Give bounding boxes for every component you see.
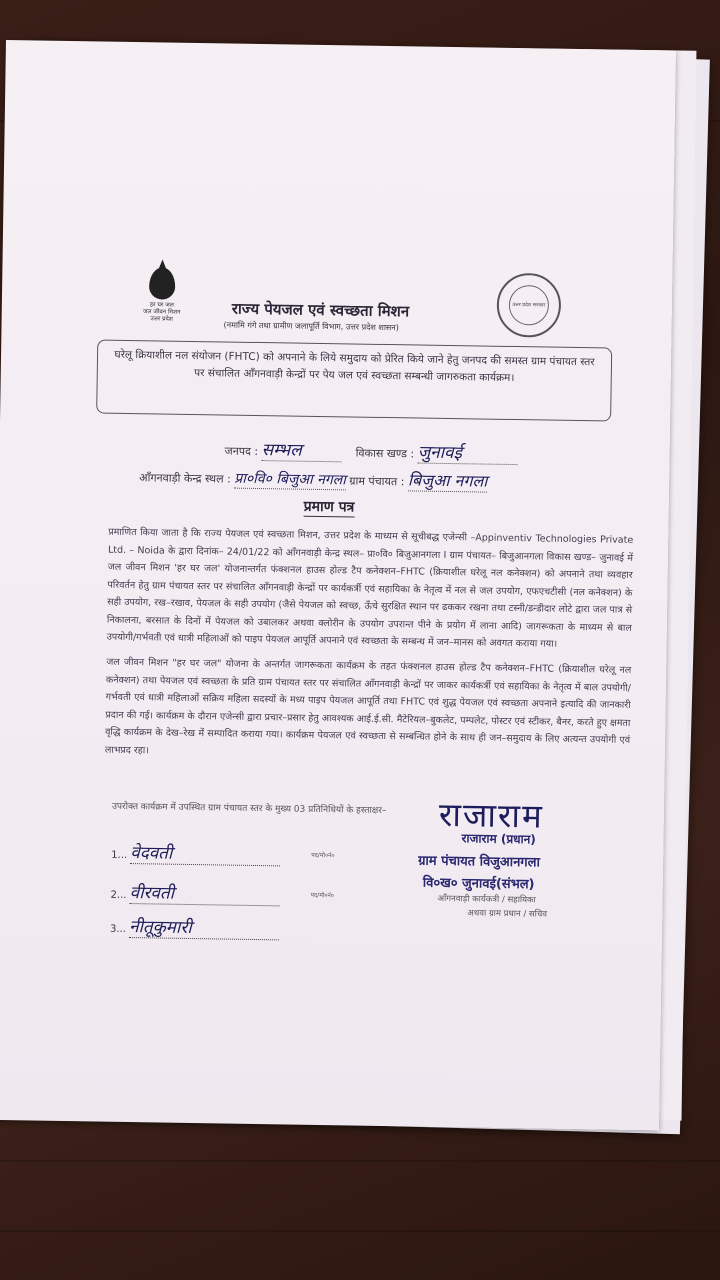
vikas-value: जुनावई — [417, 440, 517, 466]
mission-subtitle: (नमामि गंगे तथा ग्रामीण जलापूर्ति विभाग, उत्तर प्रदेश शासन) — [223, 320, 399, 333]
gram-label: ग्राम पंचायत : — [349, 474, 405, 489]
stamp-note-2: अथवा ग्राम प्रधान / सचिव — [467, 908, 548, 920]
har-ghar-jal-logo — [142, 267, 183, 323]
water-drop-icon — [149, 267, 175, 299]
janpad-row — [224, 436, 517, 465]
signers-intro: उपरोक्त कार्यक्रम में उपस्थित ग्राम पंचायत स्तर के मुख्य 03 प्रतिनिधियों के हस्ताक्षर– — [111, 801, 387, 817]
stamp-note-1: ऑंगनवाड़ी कार्यकत्री / सहायिका — [437, 893, 536, 906]
anganwadi-value: प्रा०वि० बिजुआ नगला — [234, 470, 346, 489]
signer-signature: वेदवती — [130, 840, 280, 866]
signer-post: पद/मो०नं० — [310, 891, 334, 900]
signer-3 — [110, 914, 279, 941]
signer-post: पद/मो०नं० — [311, 851, 335, 860]
stamp-line-1: ग्राम पंचायत विजुआनगला — [418, 853, 540, 871]
up-government-seal-icon — [496, 273, 561, 338]
vikas-label: विकास खण्ड : — [355, 446, 415, 461]
mission-title: राज्य पेयजल एवं स्वच्छता मिशन — [231, 299, 410, 321]
janpad-value: सम्भल — [261, 437, 341, 462]
signer-number: 2... — [110, 889, 127, 901]
anganwadi-row — [139, 464, 488, 492]
anganwadi-label: ऑंगनवाड़ी केन्द्र स्थल : — [139, 471, 231, 486]
signer-number: 1... — [111, 849, 128, 862]
signer-number: 3... — [109, 923, 127, 935]
signer-1 — [111, 840, 280, 867]
certificate-paragraph-1: प्रमाणित किया जाता है कि राज्य पेयजल एवं स्वच्छता मिशन, उत्तर प्रदेश के माध्यम से सूचीबद्ध एजेन्सी –Appinventiv Technologies Private Ltd. – Noida के द्वारा दिनांक– 24/01/22 को ऑंगनवाड़ी केन्द्र स्थल– प्रा०वि० बिजुआनगला I ग्राम पंचायत– बिजुआनगला विकास खण्ड– जुनावई में जल जीवन मिशन 'हर घर जल' योजनान्तर्गत फंक्शनल हाउस होल्ड टैप कनेक्शन–FHTC (क्रियाशील घरेलू नल कनेक्शन) को अपनाने तथा व्यवहार परिवर्तन हेतु ग्राम पंचायत स्तर पर संचालित ऑंगनवाड़ी केन्द्रों पर कार्यकर्त्री एवं सहायिका के नेतृत्व में नल से जल उपयोग, एफएचटीसी (नल कनेक्शन) के सही उपयोग, रख–रखाव, पेयजल के सही उपयोग (जैसे पेयजल को स्वच्छ, ऊँचे सुरक्षित स्थान पर ढककर रखना तथा टस्नी/डन्डीदार लोटे द्वारा जल पात्र से निकालना, बरसात के दिनों में पेयजल को उबालकर अथवा क्लोरीन के उपयोग उपरान्त पीने के प्रयोग में लाना आदि) जागरूकता के माध्यम से बाल उपयोगी/गर्भवती एवं धात्री महिलाओं को पाइप पेयजल आपूर्ति अपनाने एवं स्वच्छता के सम्बन्ध में जन–मानस को अवगत कराया गया। — [106, 526, 634, 650]
signer-2 — [110, 880, 279, 907]
logo-left-text: हर घर जल जल जीवन मिशन उत्तर प्रदेश — [142, 301, 181, 323]
gram-value: बिजुआ नगला — [407, 470, 488, 491]
signer-signature: वीरवती — [130, 880, 280, 906]
pradhan-signature: राजाराम — [438, 794, 545, 836]
program-box: घरेलू क्रियाशील नल संयोजन (FHTC) को अपनाने के लिये समुदाय को प्रेरित किये जाने हेतु जनपद की समस्त ग्राम पंचायत स्तर पर संचालित ऑंगनवाड़ी केन्द्रों पर पेय जल एवं स्वच्छता सम्बन्धी जागरुकता कार्यक्रम। — [96, 339, 612, 421]
pradhan-name: राजाराम (प्रधान) — [461, 831, 536, 847]
signer-signature: नीतूकुमारी — [129, 914, 279, 940]
janpad-label: जनपद : — [224, 444, 259, 459]
certificate-page — [0, 40, 676, 1130]
certificate-title: प्रमाण पत्र — [303, 498, 355, 516]
certificate-paragraph-2: जल जीवन मिशन "हर घर जल" योजना के अन्तर्गत जागरूकता कार्यक्रम के तहत फंक्शनल हाउस होल्ड टैप कनेक्शन–FHTC (क्रियाशील घरेलू नल कनेक्शन) तथा पेयजल एवं स्वच्छता के प्रति ग्राम पंचायत स्तर पर संचालित ऑंगनवाड़ी केन्द्रों पर जाकर कार्यकर्त्री एवं सहायिका के नेतृत्व में बाल उपयोगी/गर्भवती एवं धात्री महिलाओं सक्रिय महिला सदस्यों के मध्य पाइप पेयजल आपूर्ति तथा FHTC एवं शुद्ध पेयजल एवं स्वच्छता अपनाने इत्यादि की जानकारी प्रदान की गई। कार्यक्रम के दौरान एजेन्सी द्वारा प्रचार–प्रसार हेतु आवश्यक आई.ई.सी. मैटेरियल–बुकलेट, पम्पलेट, पोस्टर एवं स्टीकर, बैनर, करते हुए क्षमता वृद्धि कार्यक्रम के देख–रेख में सम्पादित कराया गया। कार्यक्रम पेयजल एवं स्वच्छता से सम्बन्धित होने के साथ ही जन–समुदाय के लिए अत्यन्त उपयोगी एवं लाभप्रद रहा। — [104, 656, 632, 756]
stamp-line-2: वि०ख० जुनावई(संभल) — [422, 875, 535, 893]
seal-text: उत्तर प्रदेश सरकार — [509, 285, 550, 326]
